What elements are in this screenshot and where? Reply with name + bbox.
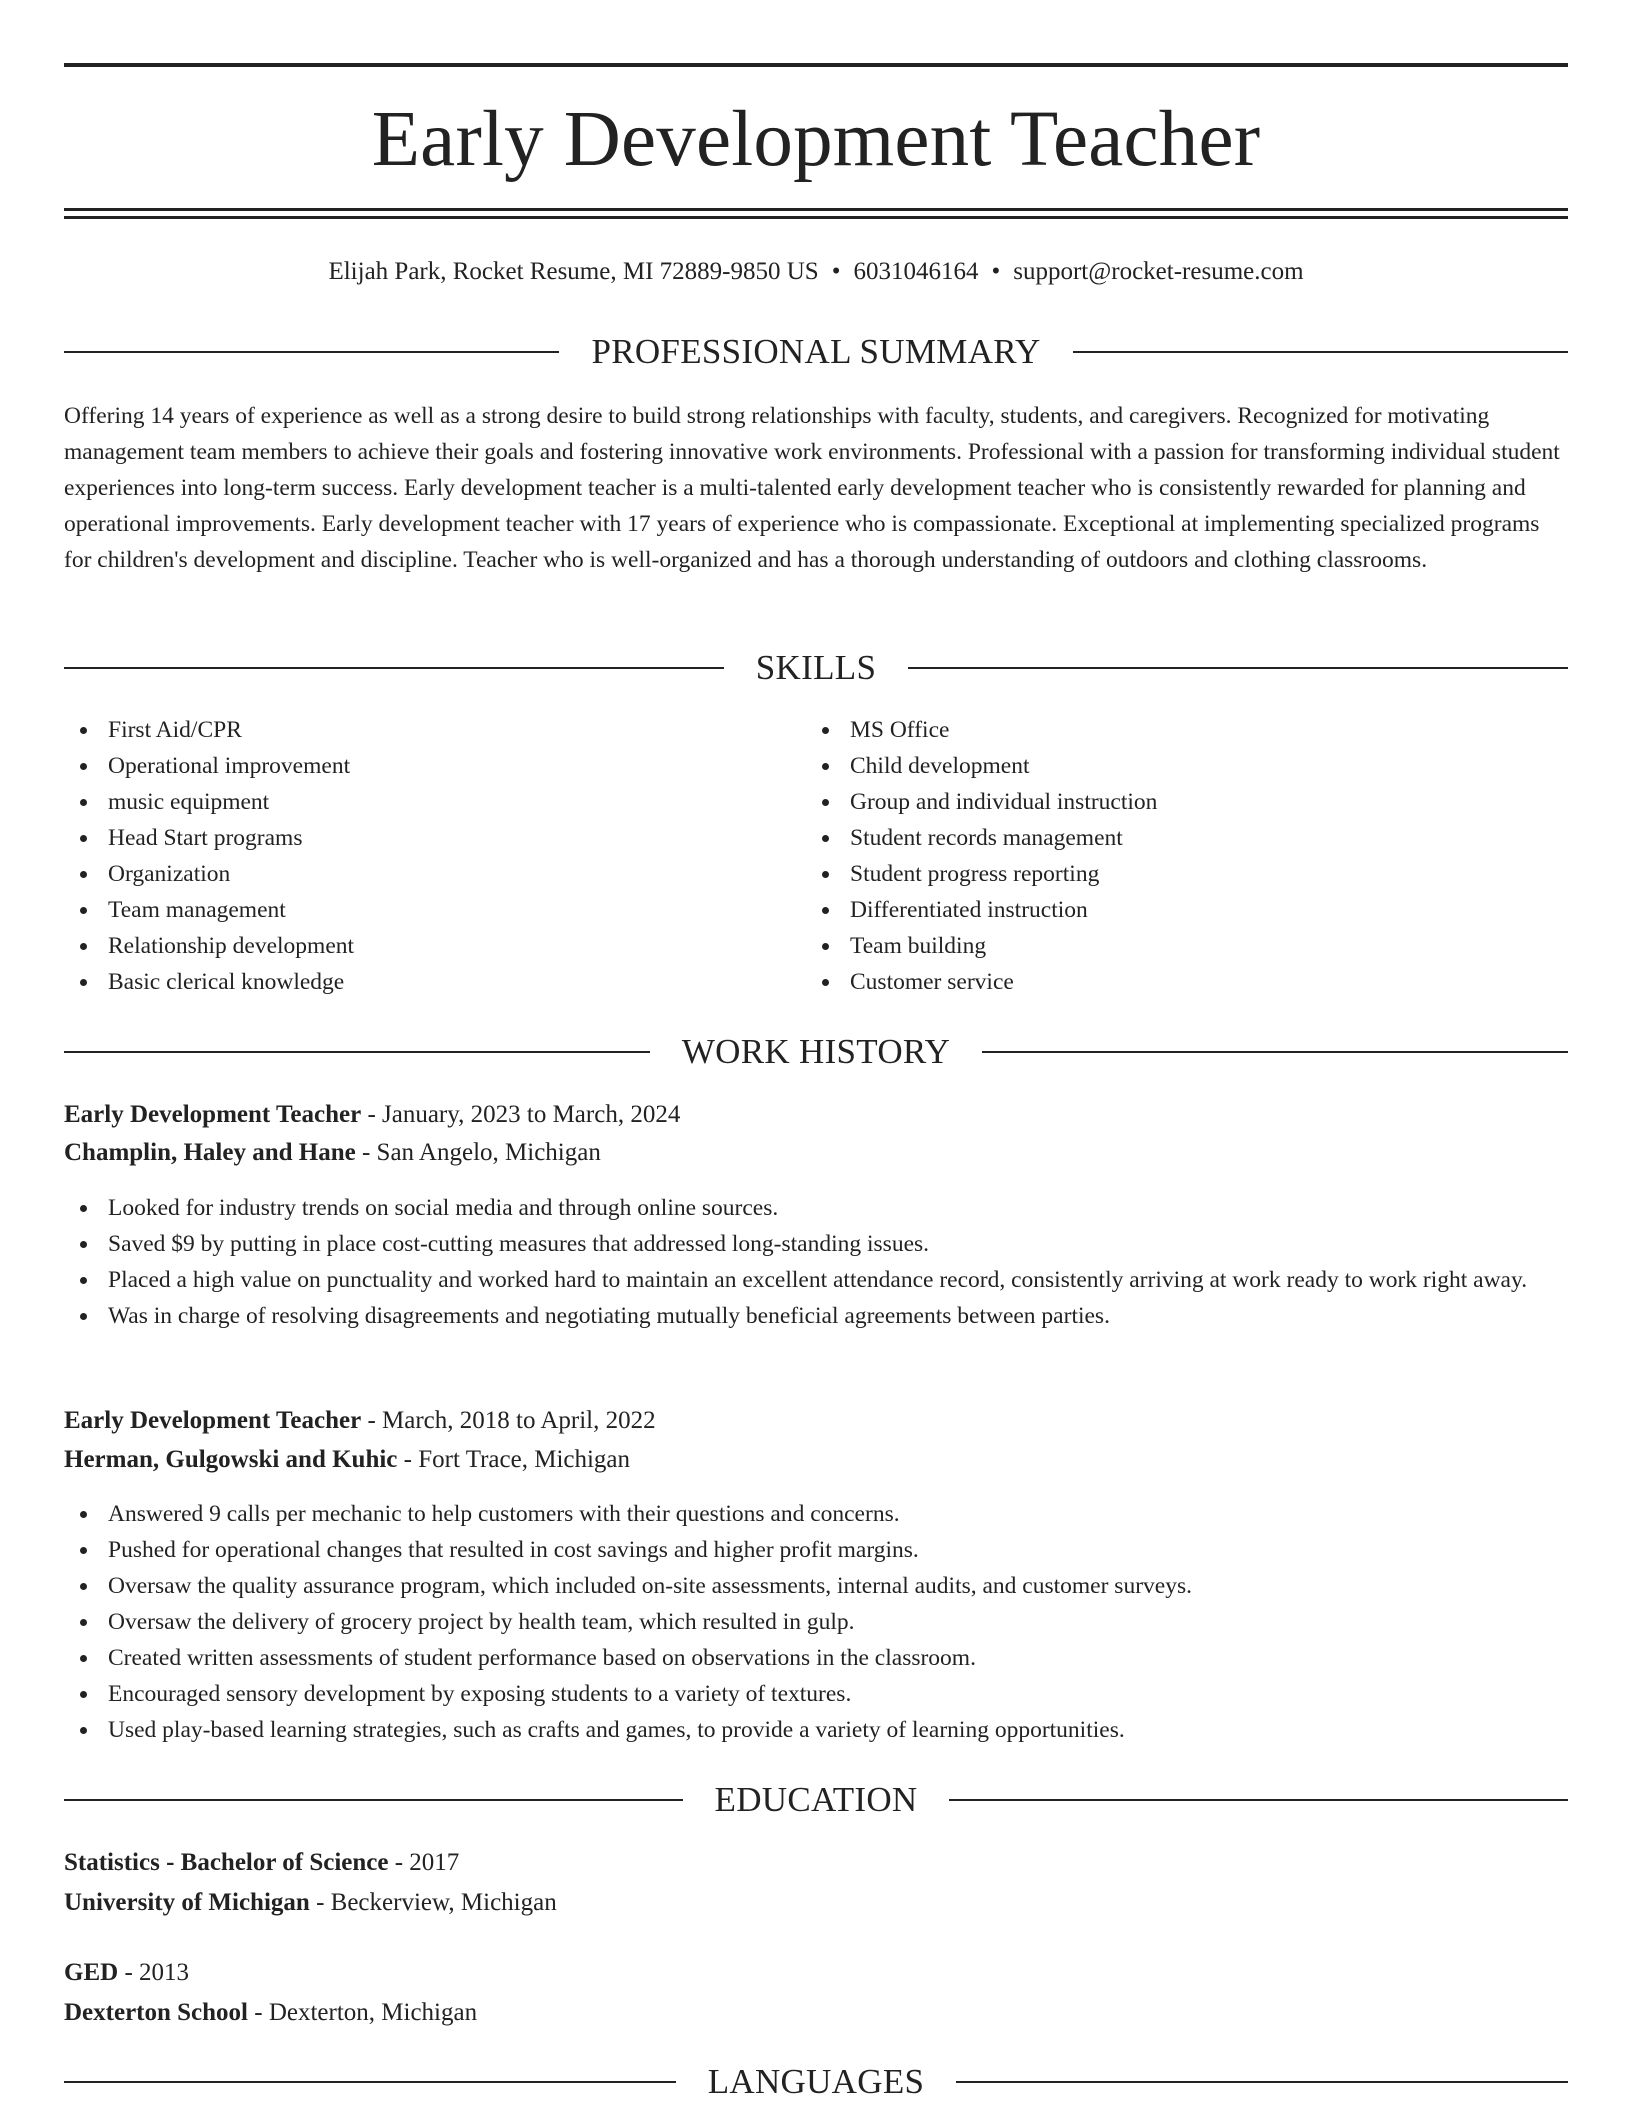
- skill-item: Customer service: [806, 964, 1546, 1000]
- heading-rule: [64, 1799, 683, 1801]
- job-dates: - January, 2023 to March, 2024: [361, 1101, 681, 1128]
- summary-text: Offering 14 years of experience as well as a strong desire to build strong relationships with faculty, students, and caregivers. Recognized for motivating management team members to achieve their goals and fostering innovative work environments. Professional with a passion for transforming individual student experiences into long-term success. Early development teacher is a multi-talented early development teacher who is consistently rewarded for planning and operational improvements. Early development teacher with 17 years of experience who is compassionate. Exceptional at implementing specialized programs for children's development and discipline. Teacher who is well-organized and has a thorough understanding of outdoors and clothing classrooms.: [64, 403, 1560, 573]
- contact-phone: 6031046164: [853, 258, 979, 285]
- job-bullet: Answered 9 calls per mechanic to help customers with their questions and concerns.: [64, 1496, 1568, 1532]
- section-heading-education: [64, 1778, 1568, 1822]
- heading-rule: [64, 2081, 676, 2083]
- education-degree: GED: [64, 1959, 119, 1986]
- contact-line: [64, 254, 1568, 290]
- contact-separator: •: [831, 258, 841, 285]
- job-company-line: [64, 1133, 1568, 1173]
- job-bullet: Used play-based learning strategies, such as crafts and games, to provide a variety of learning opportunities.: [64, 1712, 1568, 1748]
- skill-item: Basic clerical knowledge: [64, 964, 804, 1000]
- education-year: - 2013: [118, 1959, 190, 1986]
- job-bullet: Was in charge of resolving disagreements and negotiating mutually beneficial agreements between parties.: [64, 1298, 1568, 1334]
- skill-item: Child development: [806, 748, 1546, 784]
- heading-rule: [1073, 351, 1568, 353]
- education-school-line: [64, 1993, 1568, 2033]
- job-bullet: Saved $9 by putting in place cost-cutting measures that addressed long-standing issues.: [64, 1226, 1568, 1262]
- job-bullet: Pushed for operational changes that resulted in cost savings and higher profit margins.: [64, 1532, 1568, 1568]
- job-bullets: [64, 1496, 1568, 1748]
- skill-item: Team management: [64, 892, 804, 928]
- skills-list-right: [806, 712, 1546, 1000]
- education-degree-line: [64, 1843, 1568, 1883]
- skill-item: Operational improvement: [64, 748, 804, 784]
- section-title: EDUCATION: [714, 1780, 918, 1819]
- skill-item: Differentiated instruction: [806, 892, 1546, 928]
- heading-rule: [64, 667, 724, 669]
- education-school: University of Michigan: [64, 1889, 310, 1916]
- skills-list-left: [64, 712, 804, 1000]
- section-heading-summary: [64, 330, 1568, 374]
- top-rule: [64, 63, 1568, 67]
- job-bullet: Looked for industry trends on social media and through online sources.: [64, 1190, 1568, 1226]
- job-location: - San Angelo, Michigan: [355, 1139, 601, 1166]
- skill-item: MS Office: [806, 712, 1546, 748]
- skill-item: Team building: [806, 928, 1546, 964]
- job-bullet: Oversaw the delivery of grocery project by health team, which resulted in gulp.: [64, 1604, 1568, 1640]
- education-year: - 2017: [388, 1849, 460, 1876]
- title-rule-upper: [64, 208, 1568, 211]
- section-heading-skills: [64, 646, 1568, 690]
- heading-rule: [982, 1051, 1568, 1053]
- education-school: Dexterton School: [64, 1999, 248, 2026]
- job-title-line: [64, 1095, 1568, 1135]
- education-location: - Beckerview, Michigan: [309, 1889, 557, 1916]
- contact-address: Elijah Park, Rocket Resume, MI 72889-9850 US: [328, 258, 819, 285]
- job-company: Champlin, Haley and Hane: [64, 1139, 356, 1166]
- skill-item: Group and individual instruction: [806, 784, 1546, 820]
- skill-item: Relationship development: [64, 928, 804, 964]
- skill-item: music equipment: [64, 784, 804, 820]
- job-bullet: Created written assessments of student performance based on observations in the classroom.: [64, 1640, 1568, 1676]
- heading-rule: [956, 2081, 1568, 2083]
- job-title: Early Development Teacher: [64, 1407, 362, 1434]
- job-bullet: Oversaw the quality assurance program, which included on-site assessments, internal audits, and customer surveys.: [64, 1568, 1568, 1604]
- job-title: Early Development Teacher: [64, 1101, 362, 1128]
- section-heading-languages: [64, 2060, 1568, 2104]
- job-bullet: Placed a high value on punctuality and worked hard to maintain an excellent attendance record, consistently arriving at work ready to work right away.: [64, 1262, 1568, 1298]
- job-dates: - March, 2018 to April, 2022: [361, 1407, 656, 1434]
- job-company-line: [64, 1440, 1568, 1480]
- job-company: Herman, Gulgowski and Kuhic: [64, 1446, 398, 1473]
- skill-item: Student progress reporting: [806, 856, 1546, 892]
- job-bullet: Encouraged sensory development by exposing students to a variety of textures.: [64, 1676, 1568, 1712]
- heading-rule: [908, 667, 1568, 669]
- heading-rule: [64, 351, 559, 353]
- education-location: - Dexterton, Michigan: [248, 1999, 478, 2026]
- section-title: LANGUAGES: [707, 2062, 925, 2101]
- contact-email: support@rocket-resume.com: [1013, 258, 1304, 285]
- heading-rule: [949, 1799, 1568, 1801]
- education-school-line: [64, 1883, 1568, 1923]
- skill-item: Student records management: [806, 820, 1546, 856]
- education-degree: Statistics - Bachelor of Science: [64, 1849, 389, 1876]
- section-title: WORK HISTORY: [681, 1032, 951, 1071]
- heading-rule: [64, 1051, 650, 1053]
- skill-item: Head Start programs: [64, 820, 804, 856]
- skill-item: Organization: [64, 856, 804, 892]
- job-title-line: [64, 1401, 1568, 1441]
- title-rule-lower: [64, 216, 1568, 219]
- skill-item: First Aid/CPR: [64, 712, 804, 748]
- section-title: PROFESSIONAL SUMMARY: [591, 332, 1041, 371]
- contact-separator: •: [991, 258, 1001, 285]
- resume-title: Early Development Teacher: [371, 96, 1261, 183]
- job-location: - Fort Trace, Michigan: [397, 1446, 631, 1473]
- section-heading-work: [64, 1030, 1568, 1074]
- section-title: SKILLS: [755, 648, 877, 687]
- job-bullets: [64, 1190, 1568, 1334]
- education-degree-line: [64, 1953, 1568, 1993]
